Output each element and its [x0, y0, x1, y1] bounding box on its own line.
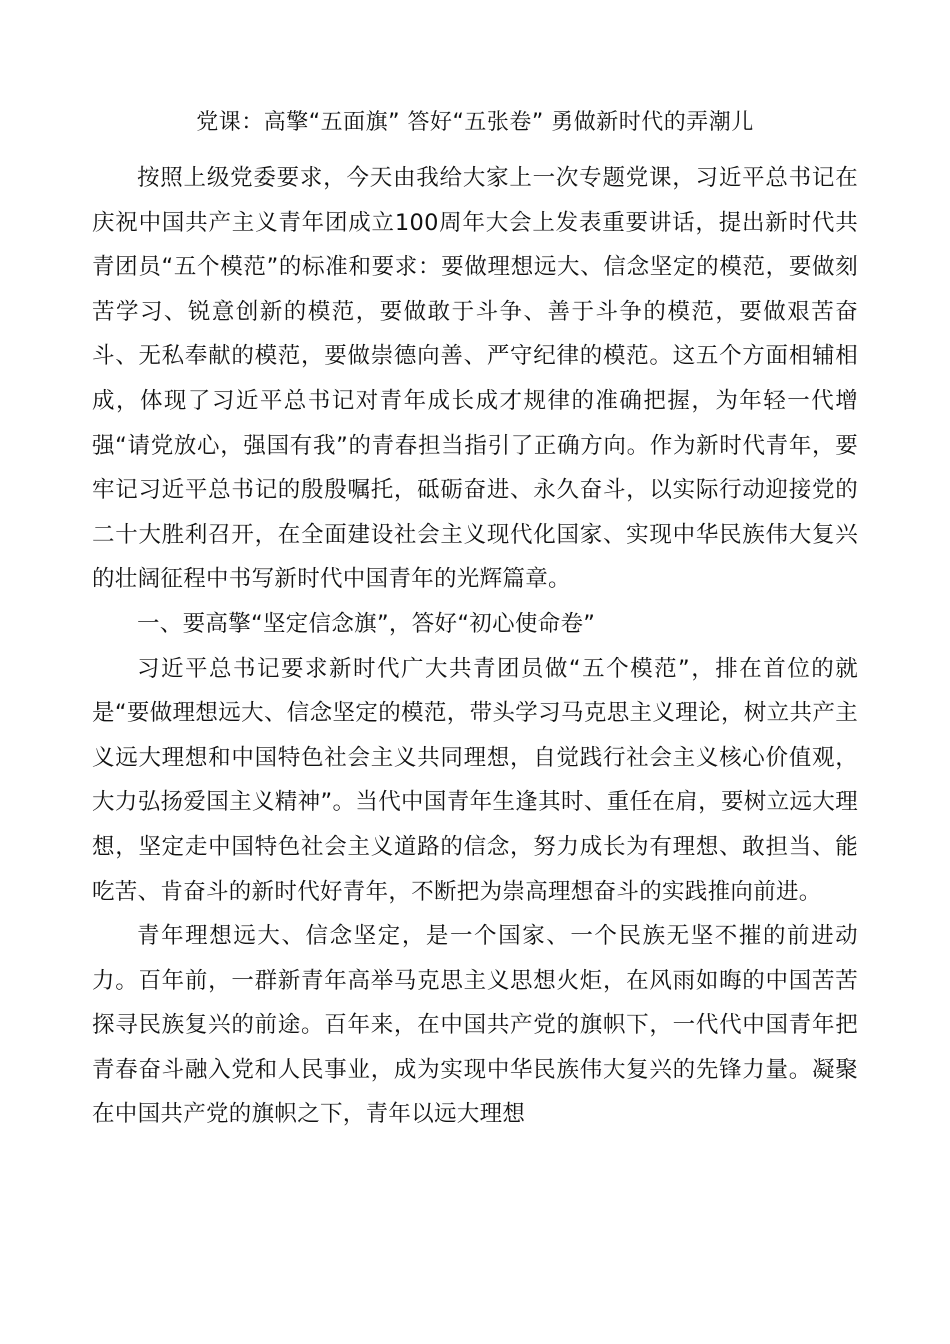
paragraph-intro: 按照上级党委要求，今天由我给大家上一次专题党课，习近平总书记在庆祝中国共产主义青年团成立100周年大会上发表重要讲话，提出新时代共青团员“五个模范”的标准和要求：要做理想远大、信念坚定的模范，要做刻苦学习、锐意创新的模范，要做敢于斗争、善于斗争的模范，要做艰苦奋斗、无私奉献的模范，要做崇德向善、严守纪律的模范。这五个方面相辅相成，体现了习近平总书记对青年成长成才规律的准确把握，为年轻一代增强“请党放心，强国有我”的青春担当指引了正确方向。作为新时代青年，要牢记习近平总书记的殷殷嘱托，砥砺奋进、永久奋斗，以实际行动迎接党的二十大胜利召开，在全面建设社会主义现代化国家、实现中华民族伟大复兴的壮阔征程中书写新时代中国青年的光辉篇章。 [92, 165, 858, 593]
section-heading-1: 一、要高擎“坚定信念旗”，答好“初心使命卷” [137, 610, 596, 637]
document-body [92, 156, 858, 1137]
paragraph-section-1: 习近平总书记要求新时代广大共青团员做“五个模范”，排在首位的就是“要做理想远大、信念坚定的模范，带头学习马克思主义理论，树立共产主义远大理想和中国特色社会主义共同理想，自觉践行社会主义核心价值观，大力弘扬爱国主义精神”。当代中国青年生逢其时、重任在肩，要树立远大理想，坚定走中国特色社会主义道路的信念，努力成长为有理想、敢担当、能吃苦、肯奋斗的新时代好青年，不断把为崇高理想奋斗的实践推向前进。 [92, 655, 858, 905]
document-title: 党课：高擎“五面旗” 答好“五张卷” 勇做新时代的弄潮儿 [196, 110, 754, 135]
paragraph-section-1-cont: 青年理想远大、信念坚定，是一个国家、一个民族无坚不摧的前进动力。百年前，一群新青年高举马克思主义思想火炬，在风雨如晦的中国苦苦探寻民族复兴的前途。百年来，在中国共产党的旗帜下，一代代中国青年把青春奋斗融入党和人民事业，成为实现中华民族伟大复兴的先锋力量。凝聚在中国共产党的旗帜之下，青年以远大理想 [92, 923, 858, 1128]
